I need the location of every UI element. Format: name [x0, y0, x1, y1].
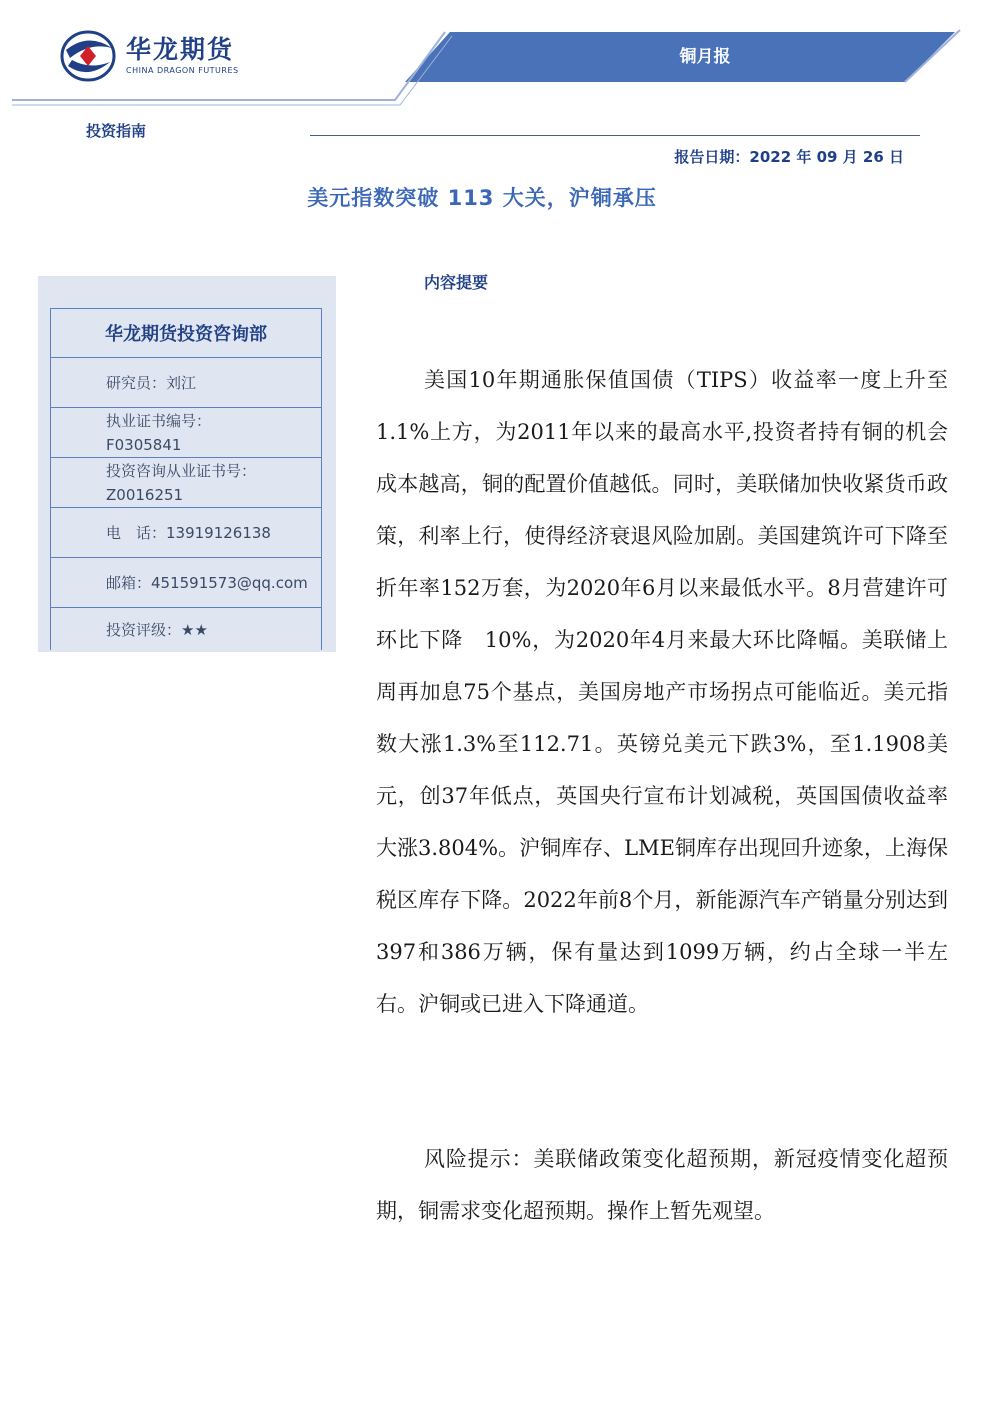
brand-name: 华龙期货	[126, 35, 235, 64]
report-date: 报告日期：2022 年 09 月 26 日	[674, 148, 904, 166]
researcher: 研究员：刘江	[50, 358, 322, 408]
sidebar-heading: 华龙期货投资咨询部	[50, 308, 322, 358]
summary-body: 美国10年期通胀保值国债（TIPS）收益率一度上升至1.1%上方，为2011年以来的最高水平,投资者持有铜的机会成本越高，铜的配置价值越低。同时，美联储加快收紧货币政策，利率上行，使得经济衰退风险加剧。美国建筑许可下降至折年率152万套，为2020年6月以来最低水平。8月营建许可环比下降 10%，为2020年4月来最大环比降幅。美联储上周再加息75个基点，美国房地产市场拐点可能临近。美元指数大涨1.3%至112.71。英镑兑美元下跌3%，至1.1908美元，创37年低点，英国央行宣布计划减税，英国国债收益率大涨3.804%。沪铜库存、LME铜库存出现回升迹象，上海保税区库存下降。2022年前8个月，新能源汽车产销量分别达到397和386万辆，保有量达到1099万辆，约占全球一半左右。沪铜或已进入下降通道。	[376, 368, 948, 1016]
risk-warning: 风险提示：美联储政策变化超预期，新冠疫情变化超预期，铜需求变化超预期。操作上暂先观望。	[376, 1147, 948, 1223]
report-title: 美元指数突破 113 大关，沪铜承压	[307, 186, 657, 210]
report-type: 铜月报	[679, 47, 731, 67]
analyst-info-table	[50, 308, 322, 650]
consult-number	[50, 458, 322, 508]
brand-name-en: CHINA DRAGON FUTURES	[126, 66, 239, 75]
license-value: F0305841	[106, 435, 182, 454]
dragon-logo-icon	[60, 28, 120, 84]
summary-heading: 内容提要	[424, 273, 489, 292]
license-label: 执业证书编号：	[106, 411, 212, 430]
consult-value: Z0016251	[106, 485, 184, 504]
section-label: 投资指南	[86, 122, 147, 140]
investment-rating: 投资评级：★★	[50, 608, 322, 650]
company-logo	[60, 28, 260, 84]
analyst-sidebar	[38, 276, 336, 652]
email: 邮箱：451591573@qq.com	[50, 558, 322, 608]
consult-label: 投资咨询从业证书号：	[106, 461, 257, 480]
license-number	[50, 408, 322, 458]
header-divider	[310, 135, 920, 136]
phone: 电 话：13919126138	[50, 508, 322, 558]
